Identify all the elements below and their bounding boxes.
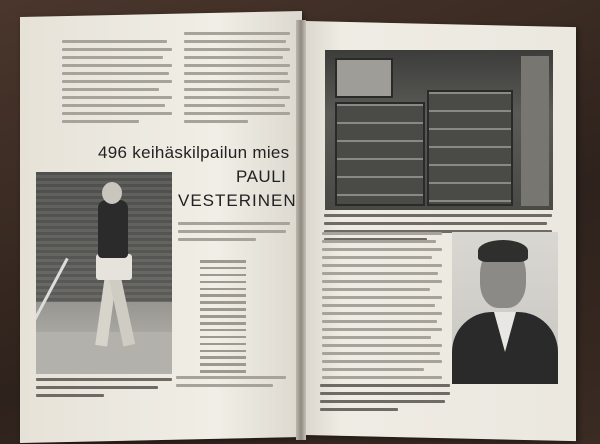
athlete-photo-caption [36,378,172,402]
portrait-photo [452,232,558,384]
left-top-column-1 [62,40,172,128]
portrait-caption [320,384,450,416]
article-headline: 496 keihäskilpailun mies [98,143,290,162]
trophy-cabinet-photo [325,50,553,210]
athlete-last-name: VESTERINEN [178,191,297,210]
results-intro-text [178,222,290,246]
book-gutter [296,20,306,440]
left-top-column-2 [184,32,290,128]
results-footnote [176,376,286,392]
athlete-photo [36,172,172,374]
yearly-results-table [200,260,260,377]
athlete-first-name: PAULI [236,167,287,186]
right-body-text [322,232,442,392]
